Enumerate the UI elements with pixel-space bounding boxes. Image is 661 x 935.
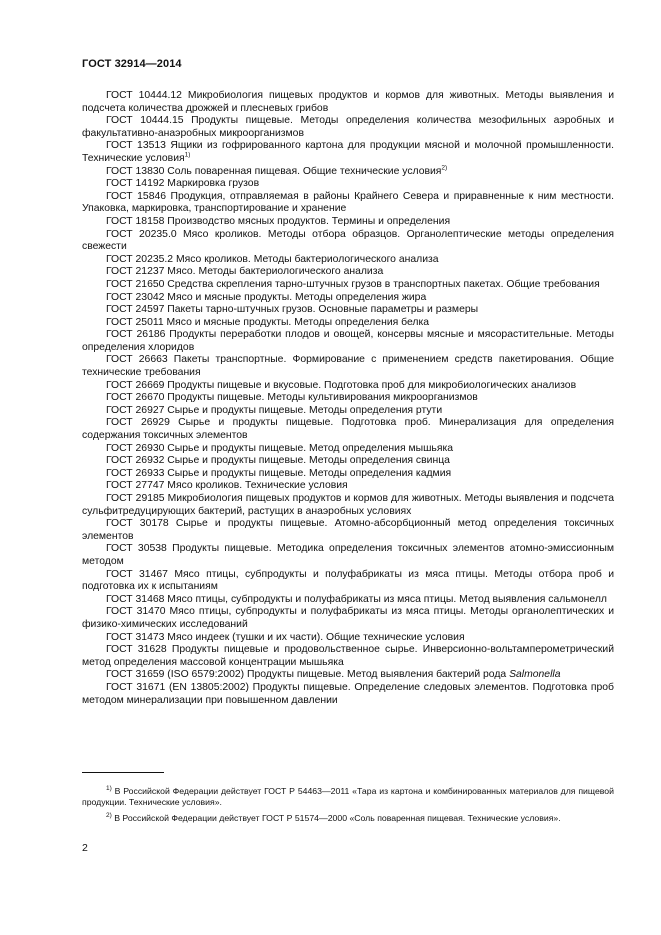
- reference-italic-term: Salmonella: [509, 669, 561, 681]
- footnote-mark: 2): [106, 812, 112, 820]
- reference-text: ГОСТ 21650 Средства скрепления тарно-штучных грузов в транспортных пакетах. Общие требования: [106, 278, 600, 290]
- footnote: [82, 813, 614, 824]
- reference-text: ГОСТ 10444.12 Микробиология пищевых продуктов и кормов для животных. Методы выявления и подсчета количества дрожжей и плесневых грибов: [82, 90, 614, 114]
- reference-entry: [82, 632, 614, 645]
- reference-text: ГОСТ 20235.2 Мясо кроликов. Методы бактериологического анализа: [106, 253, 439, 265]
- reference-entry: [82, 166, 614, 179]
- reference-text: ГОСТ 13830 Соль поваренная пищевая. Общие технические условия: [106, 165, 442, 177]
- reference-text: ГОСТ 30538 Продукты пищевые. Методика определения токсичных элементов атомно-эмиссионным методом: [82, 543, 614, 567]
- reference-text: ГОСТ 31473 Мясо индеек (тушки и их части). Общие технические условия: [106, 631, 465, 643]
- reference-entry: [82, 480, 614, 493]
- footnote-divider: [82, 772, 164, 773]
- reference-text: ГОСТ 24597 Пакеты тарно-штучных грузов. Основные параметры и размеры: [106, 304, 479, 316]
- reference-entry: [82, 279, 614, 292]
- reference-entry: [82, 543, 614, 568]
- reference-text: ГОСТ 31659 (ISO 6579:2002) Продукты пищевые. Метод выявления бактерий рода: [106, 669, 510, 681]
- reference-text: ГОСТ 13513 Ящики из гофрированного картона для продукции мясной и молочной промышленности. Технические условия: [82, 140, 614, 164]
- reference-entry: [82, 468, 614, 481]
- reference-entry: [82, 380, 614, 393]
- reference-text: ГОСТ 31467 Мясо птицы, субпродукты и полуфабрикаты из мяса птицы. Методы отбора проб и подготовка их к испытаниям: [82, 568, 614, 593]
- page-number: 2: [82, 842, 88, 854]
- reference-entry: [82, 594, 614, 607]
- document-header: ГОСТ 32914—2014: [82, 58, 182, 70]
- reference-list: [82, 90, 614, 707]
- reference-text: ГОСТ 26186 Продукты переработки плодов и овощей, консервы мясные и мясорастительные. Методы определения хлоридов: [82, 329, 614, 353]
- reference-entry: [82, 292, 614, 305]
- reference-text: ГОСТ 26933 Сырье и продукты пищевые. Методы определения кадмия: [106, 467, 452, 479]
- reference-text: ГОСТ 23042 Мясо и мясные продукты. Методы определения жира: [106, 291, 427, 303]
- reference-text: ГОСТ 26930 Сырье и продукты пищевые. Метод определения мышьяка: [106, 442, 454, 454]
- footnote-ref: 1): [184, 151, 191, 159]
- reference-entry: [82, 518, 614, 543]
- reference-entry: [82, 455, 614, 468]
- reference-text: ГОСТ 25011 Мясо и мясные продукты. Методы определения белка: [106, 316, 430, 328]
- reference-entry: [82, 392, 614, 405]
- reference-text: ГОСТ 30178 Сырье и продукты пищевые. Атомно-абсорбционный метод определения токсичных элементов: [82, 518, 614, 542]
- reference-text: ГОСТ 31470 Мясо птицы, субпродукты и полуфабрикаты из мяса птицы. Методы органолептических и физико-химических исследований: [82, 606, 614, 630]
- reference-entry: [82, 443, 614, 456]
- reference-entry: [82, 140, 614, 165]
- reference-text: ГОСТ 14192 Маркировка грузов: [106, 178, 260, 190]
- reference-entry: [82, 354, 614, 379]
- footnote-mark: 1): [106, 785, 112, 793]
- reference-text: ГОСТ 21237 Мясо. Методы бактериологического анализа: [106, 266, 384, 278]
- reference-entry: [82, 216, 614, 229]
- reference-entry: [82, 115, 614, 140]
- footnote-text: В Российской Федерации действует ГОСТ Р 51574—2000 «Соль поваренная пищевая. Технические условия».: [111, 813, 561, 823]
- footnote-ref: 2): [441, 164, 448, 172]
- reference-text: ГОСТ 10444.15 Продукты пищевые. Методы определения количества мезофильных аэробных и факультативно-анаэробных микроорганизмов: [82, 115, 614, 139]
- reference-entry: [82, 669, 614, 682]
- reference-entry: [82, 266, 614, 279]
- reference-entry: [82, 178, 614, 191]
- reference-text: ГОСТ 31468 Мясо птицы, субпродукты и полуфабрикаты из мяса птицы. Метод выявления сальмонелл: [106, 593, 607, 605]
- footnotes: [82, 786, 614, 829]
- reference-entry: [82, 405, 614, 418]
- reference-entry: [82, 569, 614, 594]
- reference-text: ГОСТ 29185 Микробиология пищевых продуктов и кормов для животных. Методы выявления и подсчета сульфитредуцирующих бактерий, растущих в анаэробных условиях: [82, 493, 614, 517]
- reference-entry: [82, 317, 614, 330]
- reference-text: ГОСТ 26670 Продукты пищевые. Методы культивирования микроорганизмов: [106, 392, 478, 404]
- reference-entry: [82, 682, 614, 707]
- reference-entry: [82, 254, 614, 267]
- reference-entry: [82, 606, 614, 631]
- reference-entry: [82, 229, 614, 254]
- reference-text: ГОСТ 26669 Продукты пищевые и вкусовые. Подготовка проб для микробиологических анализов: [106, 379, 577, 391]
- reference-text: ГОСТ 20235.0 Мясо кроликов. Методы отбора образцов. Органолептические методы определения свежести: [82, 228, 614, 253]
- reference-entry: [82, 191, 614, 216]
- reference-entry: [82, 644, 614, 669]
- reference-text: ГОСТ 15846 Продукция, отправляемая в районы Крайнего Севера и приравненные к ним местности. Упаковка, маркировка, транспортирование и хранение: [82, 190, 614, 215]
- reference-text: ГОСТ 31671 (EN 13805:2002) Продукты пищевые. Определение следовых элементов. Подготовка проб методом минерализации при повышенном давлении: [82, 681, 614, 706]
- reference-text: ГОСТ 27747 Мясо кроликов. Технические условия: [106, 480, 348, 492]
- reference-entry: [82, 417, 614, 442]
- reference-text: ГОСТ 26663 Пакеты транспортные. Формирование с применением средств пакетирования. Общие технические требования: [82, 354, 614, 379]
- reference-entry: [82, 493, 614, 518]
- reference-text: ГОСТ 31628 Продукты пищевые и продовольственное сырье. Инверсионно-вольтамперометрический метод определения массовой концентрации мышьяка: [82, 644, 614, 668]
- reference-text: ГОСТ 26927 Сырье и продукты пищевые. Методы определения ртути: [106, 404, 443, 416]
- reference-entry: [82, 304, 614, 317]
- reference-entry: [82, 90, 614, 115]
- reference-text: ГОСТ 26929 Сырье и продукты пищевые. Подготовка проб. Минерализация для определения содержания токсичных элементов: [82, 417, 614, 442]
- reference-entry: [82, 329, 614, 354]
- footnote: [82, 786, 614, 808]
- footnote-text: В Российской Федерации действует ГОСТ Р 54463—2011 «Тара из картона и комбинированных материалов для пищевой продукции. Технические условия».: [82, 786, 614, 807]
- reference-text: ГОСТ 26932 Сырье и продукты пищевые. Методы определения свинца: [106, 455, 450, 467]
- reference-text: ГОСТ 18158 Производство мясных продуктов. Термины и определения: [106, 215, 451, 227]
